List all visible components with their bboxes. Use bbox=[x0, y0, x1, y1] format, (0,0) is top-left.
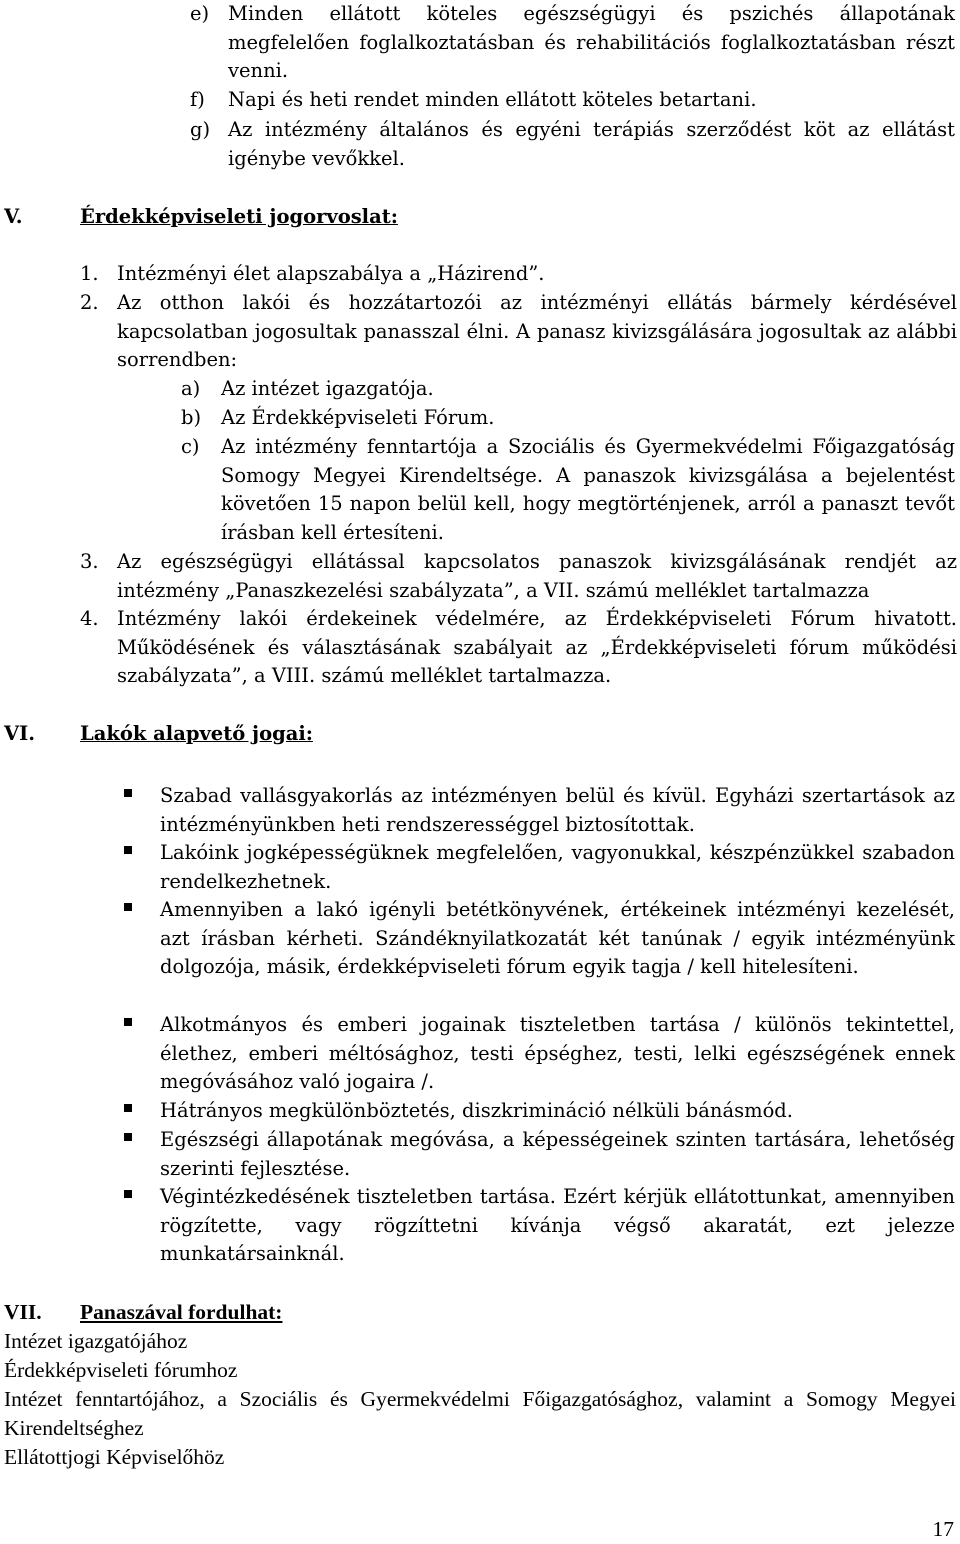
section-v-numeral: V. bbox=[4, 205, 23, 228]
list-label-f: f) bbox=[190, 88, 205, 111]
sub-label-b: b) bbox=[181, 406, 202, 429]
rights-bullet-1: Szabad vallásgyakorlás az intézményen belül és kívül. Egyházi szertartások az intézményünkben heti rendszerességgel biztosítottak. bbox=[160, 784, 955, 836]
sub-item-a: Az intézet igazgatója. bbox=[221, 377, 434, 400]
sub-item-b: Az Érdekképviseleti Fórum. bbox=[221, 406, 495, 429]
bullet-square-icon bbox=[124, 789, 132, 797]
bullet-square-icon bbox=[124, 846, 132, 854]
complaint-line-4: Ellátottjogi Képviselőhöz bbox=[4, 1445, 225, 1469]
sub-label-a: a) bbox=[181, 377, 201, 400]
page-number: 17 bbox=[932, 1517, 954, 1541]
section-vii-numeral: VII. bbox=[4, 1300, 42, 1324]
bullet-square-icon bbox=[124, 903, 132, 911]
bullet-square-icon bbox=[124, 1133, 132, 1141]
section-v-item-1: Intézményi élet alapszabálya a „Házirend”. bbox=[117, 262, 545, 285]
sub-item-c: Az intézmény fenntartója a Szociális és Gyermekvédelmi Főigazgatóság Somogy Megyei Kirendeltsége. A panaszok kivizsgálása a bejelentést követően 15 napon belül kell, hogy megtörténjenek, arról a panaszt tevőt írásban kell értesíteni. bbox=[221, 435, 955, 545]
section-vii-title: Panaszával fordulhat: bbox=[80, 1300, 283, 1324]
section-vi-numeral: VI. bbox=[4, 722, 36, 745]
rights-bullet-3: Amennyiben a lakó igényli betétkönyvének, értékeinek intézményi kezelését, azt írásban kérheti. Szándéknyilatkozatát két tanúnak / egyik intézményünk dolgozója, másik, érdekképviseleti fórum egyik tagja / kell hitelesíteni. bbox=[160, 898, 955, 979]
list-item-g: Az intézmény általános és egyéni terápiás szerződést köt az ellátást igénybe vevőkkel. bbox=[228, 118, 955, 170]
section-v-item-4: Intézmény lakói érdekeinek védelmére, az Érdekképviseleti Fórum hivatott. Működésének és választásának szabályait az „Érdekképviseleti fórum működési szabályzata”, a VIII. számú melléklet tartalmazza. bbox=[117, 607, 957, 688]
list-item-e: Minden ellátott köteles egészségügyi és pszichés állapotának megfelelően foglalkoztatásban és rehabilitációs foglalkoztatásban részt venni. bbox=[228, 2, 955, 83]
complaint-line-2: Érdekképviseleti fórumhoz bbox=[4, 1358, 238, 1382]
section-v-num-1: 1. bbox=[80, 262, 99, 285]
complaint-line-1: Intézet igazgatójához bbox=[4, 1329, 188, 1353]
section-v-title: Érdekképviseleti jogorvoslat: bbox=[80, 205, 398, 228]
list-label-g: g) bbox=[190, 118, 211, 141]
complaint-line-3: Intézet fenntartójához, a Szociális és Gyermekvédelmi Főigazgatósághoz, valamint a Somogy Megyei Kirendeltséghez bbox=[4, 1387, 956, 1440]
section-v-item-3: Az egészségügyi ellátással kapcsolatos panaszok kivizsgálásának rendjét az intézmény „Panaszkezelési szabályzata”, a VII. számú melléklet tartalmazza bbox=[117, 550, 957, 602]
rights-bullet-4: Alkotmányos és emberi jogainak tiszteletben tartása / különös tekintettel, élethez, emberi méltósághoz, testi épséghez, testi, lelki egészségének ennek megóvásához való jogaira /. bbox=[160, 1013, 955, 1094]
list-item-f: Napi és heti rendet minden ellátott köteles betartani. bbox=[228, 88, 757, 111]
bullet-square-icon bbox=[124, 1104, 132, 1112]
rights-bullet-7: Végintézkedésének tiszteletben tartása. Ezért kérjük ellátottunkat, amennyiben rögzítette, vagy rögzíttetni kívánja végső akaratát, ezt jelezze munkatársainknál. bbox=[160, 1185, 955, 1266]
rights-bullet-2: Lakóink jogképességüknek megfelelően, vagyonukkal, készpénzükkel szabadon rendelkezhetnek. bbox=[160, 841, 955, 893]
list-label-e: e) bbox=[190, 2, 210, 25]
sub-label-c: c) bbox=[181, 435, 200, 458]
section-v-num-2: 2. bbox=[80, 291, 99, 314]
bullet-square-icon bbox=[124, 1190, 132, 1198]
rights-bullet-5: Hátrányos megkülönböztetés, diszkrimináció nélküli bánásmód. bbox=[160, 1099, 793, 1122]
section-v-num-4: 4. bbox=[80, 607, 99, 630]
section-v-item-2: Az otthon lakói és hozzátartozói az intézményi ellátás bármely kérdésével kapcsolatban jogosultak panasszal élni. A panasz kivizsgálására jogosultak az alábbi sorrendben: bbox=[117, 291, 957, 372]
rights-bullet-6: Egészségi állapotának megóvása, a képességeinek szinten tartására, lehetőség szerinti fejlesztése. bbox=[160, 1128, 955, 1180]
bullet-square-icon bbox=[124, 1018, 132, 1026]
section-v-num-3: 3. bbox=[80, 550, 99, 573]
section-vi-title: Lakók alapvető jogai: bbox=[80, 722, 313, 745]
